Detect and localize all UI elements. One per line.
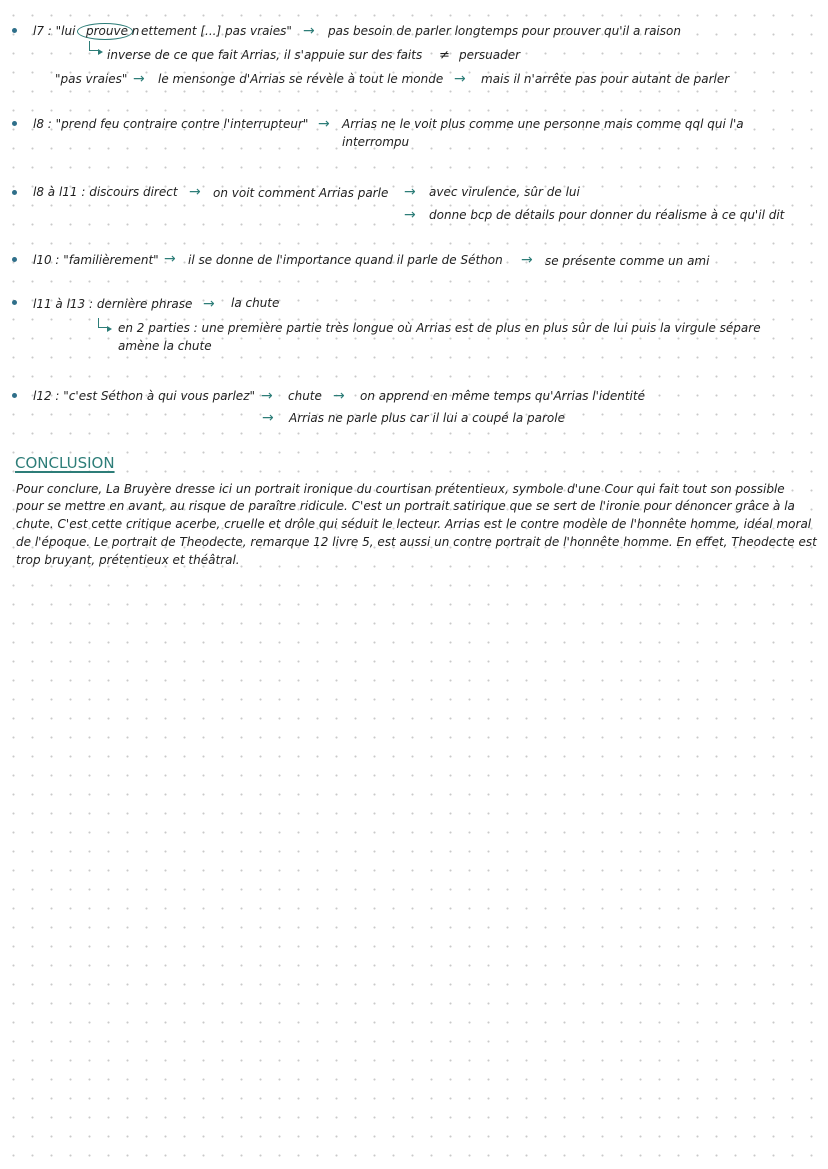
bullet-dot	[12, 257, 17, 262]
l8-result-cont: interrompu	[342, 135, 410, 149]
conclusion-line: Pour conclure, La Bruyère dresse ici un portrait ironique du courtisan prétentieux, symbole d'une Cour qui fait tout son possible	[16, 482, 785, 496]
right-arrow-icon: →	[404, 184, 416, 200]
l8-l11-detail-1: avec virulence, sûr de lui	[429, 185, 580, 199]
bullet-dot	[12, 300, 17, 305]
l10-result: il se donne de l'importance quand il parle de Séthon	[188, 253, 503, 267]
l8-result: Arrias ne le voit plus comme une personne mais comme qql qui l'a	[342, 117, 744, 131]
l7-quote-end: ettement [...] pas vraies"	[141, 24, 292, 38]
l8-l11-label: l8 à l11 : discours direct	[33, 185, 178, 199]
right-arrow-icon: →	[133, 71, 145, 87]
right-arrow-icon: →	[404, 207, 416, 223]
l7-sub-end: persuader	[459, 48, 521, 62]
l12-result-3: Arrias ne parle plus car il lui a coupé la parole	[289, 411, 565, 425]
not-equal-sign: ≠	[439, 48, 450, 63]
l7-circled-word: prouve n	[86, 24, 140, 38]
l7-result: pas besoin de parler longtemps pour prouver qu'il a raison	[328, 24, 681, 38]
hook-arrow-icon	[89, 41, 98, 51]
l7-mensonge: le mensonge d'Arrias se révèle à tout le monde	[158, 72, 444, 86]
right-arrow-icon: →	[303, 23, 315, 39]
l12-label: l12 : "c'est Séthon à qui vous parlez"	[33, 389, 256, 403]
l7-pas-vraies: "pas vraies"	[55, 72, 128, 86]
bullet-dot	[12, 190, 17, 195]
l11-l13-result: la chute	[231, 296, 280, 310]
right-arrow-icon: →	[521, 252, 533, 268]
right-arrow-icon: →	[261, 388, 273, 404]
l7-sub: inverse de ce que fait Arrias, il s'appuie sur des faits	[107, 48, 423, 62]
bullet-dot	[12, 121, 17, 126]
right-arrow-icon: →	[333, 388, 345, 404]
hook-arrow-icon	[98, 318, 107, 328]
l7-mais: mais il n'arrête pas pour autant de parler	[481, 72, 730, 86]
l11-l13-sub-1: en 2 parties : une première partie très longue où Arrias est de plus en plus sûr de lui puis la virgule sépare	[118, 321, 761, 335]
l10-result-2: se présente comme un ami	[545, 254, 710, 268]
conclusion-heading: CONCLUSION	[15, 454, 115, 472]
l11-l13-label: l11 à l13 : dernière phrase	[33, 297, 193, 311]
conclusion-line: chute. C'est cette critique acerbe, cruelle et drôle qui séduit le lecteur. Arrias est le contre modèle de l'honnête homme, idéal moral	[16, 517, 812, 531]
l8-l11-result: on voit comment Arrias parle	[213, 186, 389, 200]
l7-quote-start: l7 : "lui	[33, 24, 76, 38]
conclusion-line: de l'époque. Le portrait de Theodecte, remarque 12 livre 5, est aussi un contre portrait de l'honnête homme. En effet, Theodecte est	[16, 535, 817, 549]
conclusion-line: pour se mettre en avant, au risque de paraître ridicule. C'est un portrait satirique que se sert de l'ironie pour dénoncer grâce à la	[16, 499, 795, 513]
right-arrow-icon: →	[318, 116, 330, 132]
right-arrow-icon: →	[262, 410, 274, 426]
right-arrow-icon: →	[203, 296, 215, 312]
l12-result-2: on apprend en même temps qu'Arrias l'identité	[360, 389, 645, 403]
bullet-dot	[12, 28, 17, 33]
right-arrow-icon: →	[454, 71, 466, 87]
conclusion-line: trop bruyant, prétentieux et théâtral.	[16, 553, 240, 567]
l8-label: l8 : "prend feu contraire contre l'interrupteur"	[33, 117, 309, 131]
l10-label: l10 : "familièrement"	[33, 253, 159, 267]
right-arrow-icon: →	[164, 251, 176, 267]
bullet-dot	[12, 393, 17, 398]
l11-l13-sub-2: amène la chute	[118, 339, 212, 353]
right-arrow-icon: →	[189, 184, 201, 200]
l12-result: chute	[288, 389, 322, 403]
l8-l11-detail-2: donne bcp de détails pour donner du réalisme à ce qu'il dit	[429, 208, 785, 222]
